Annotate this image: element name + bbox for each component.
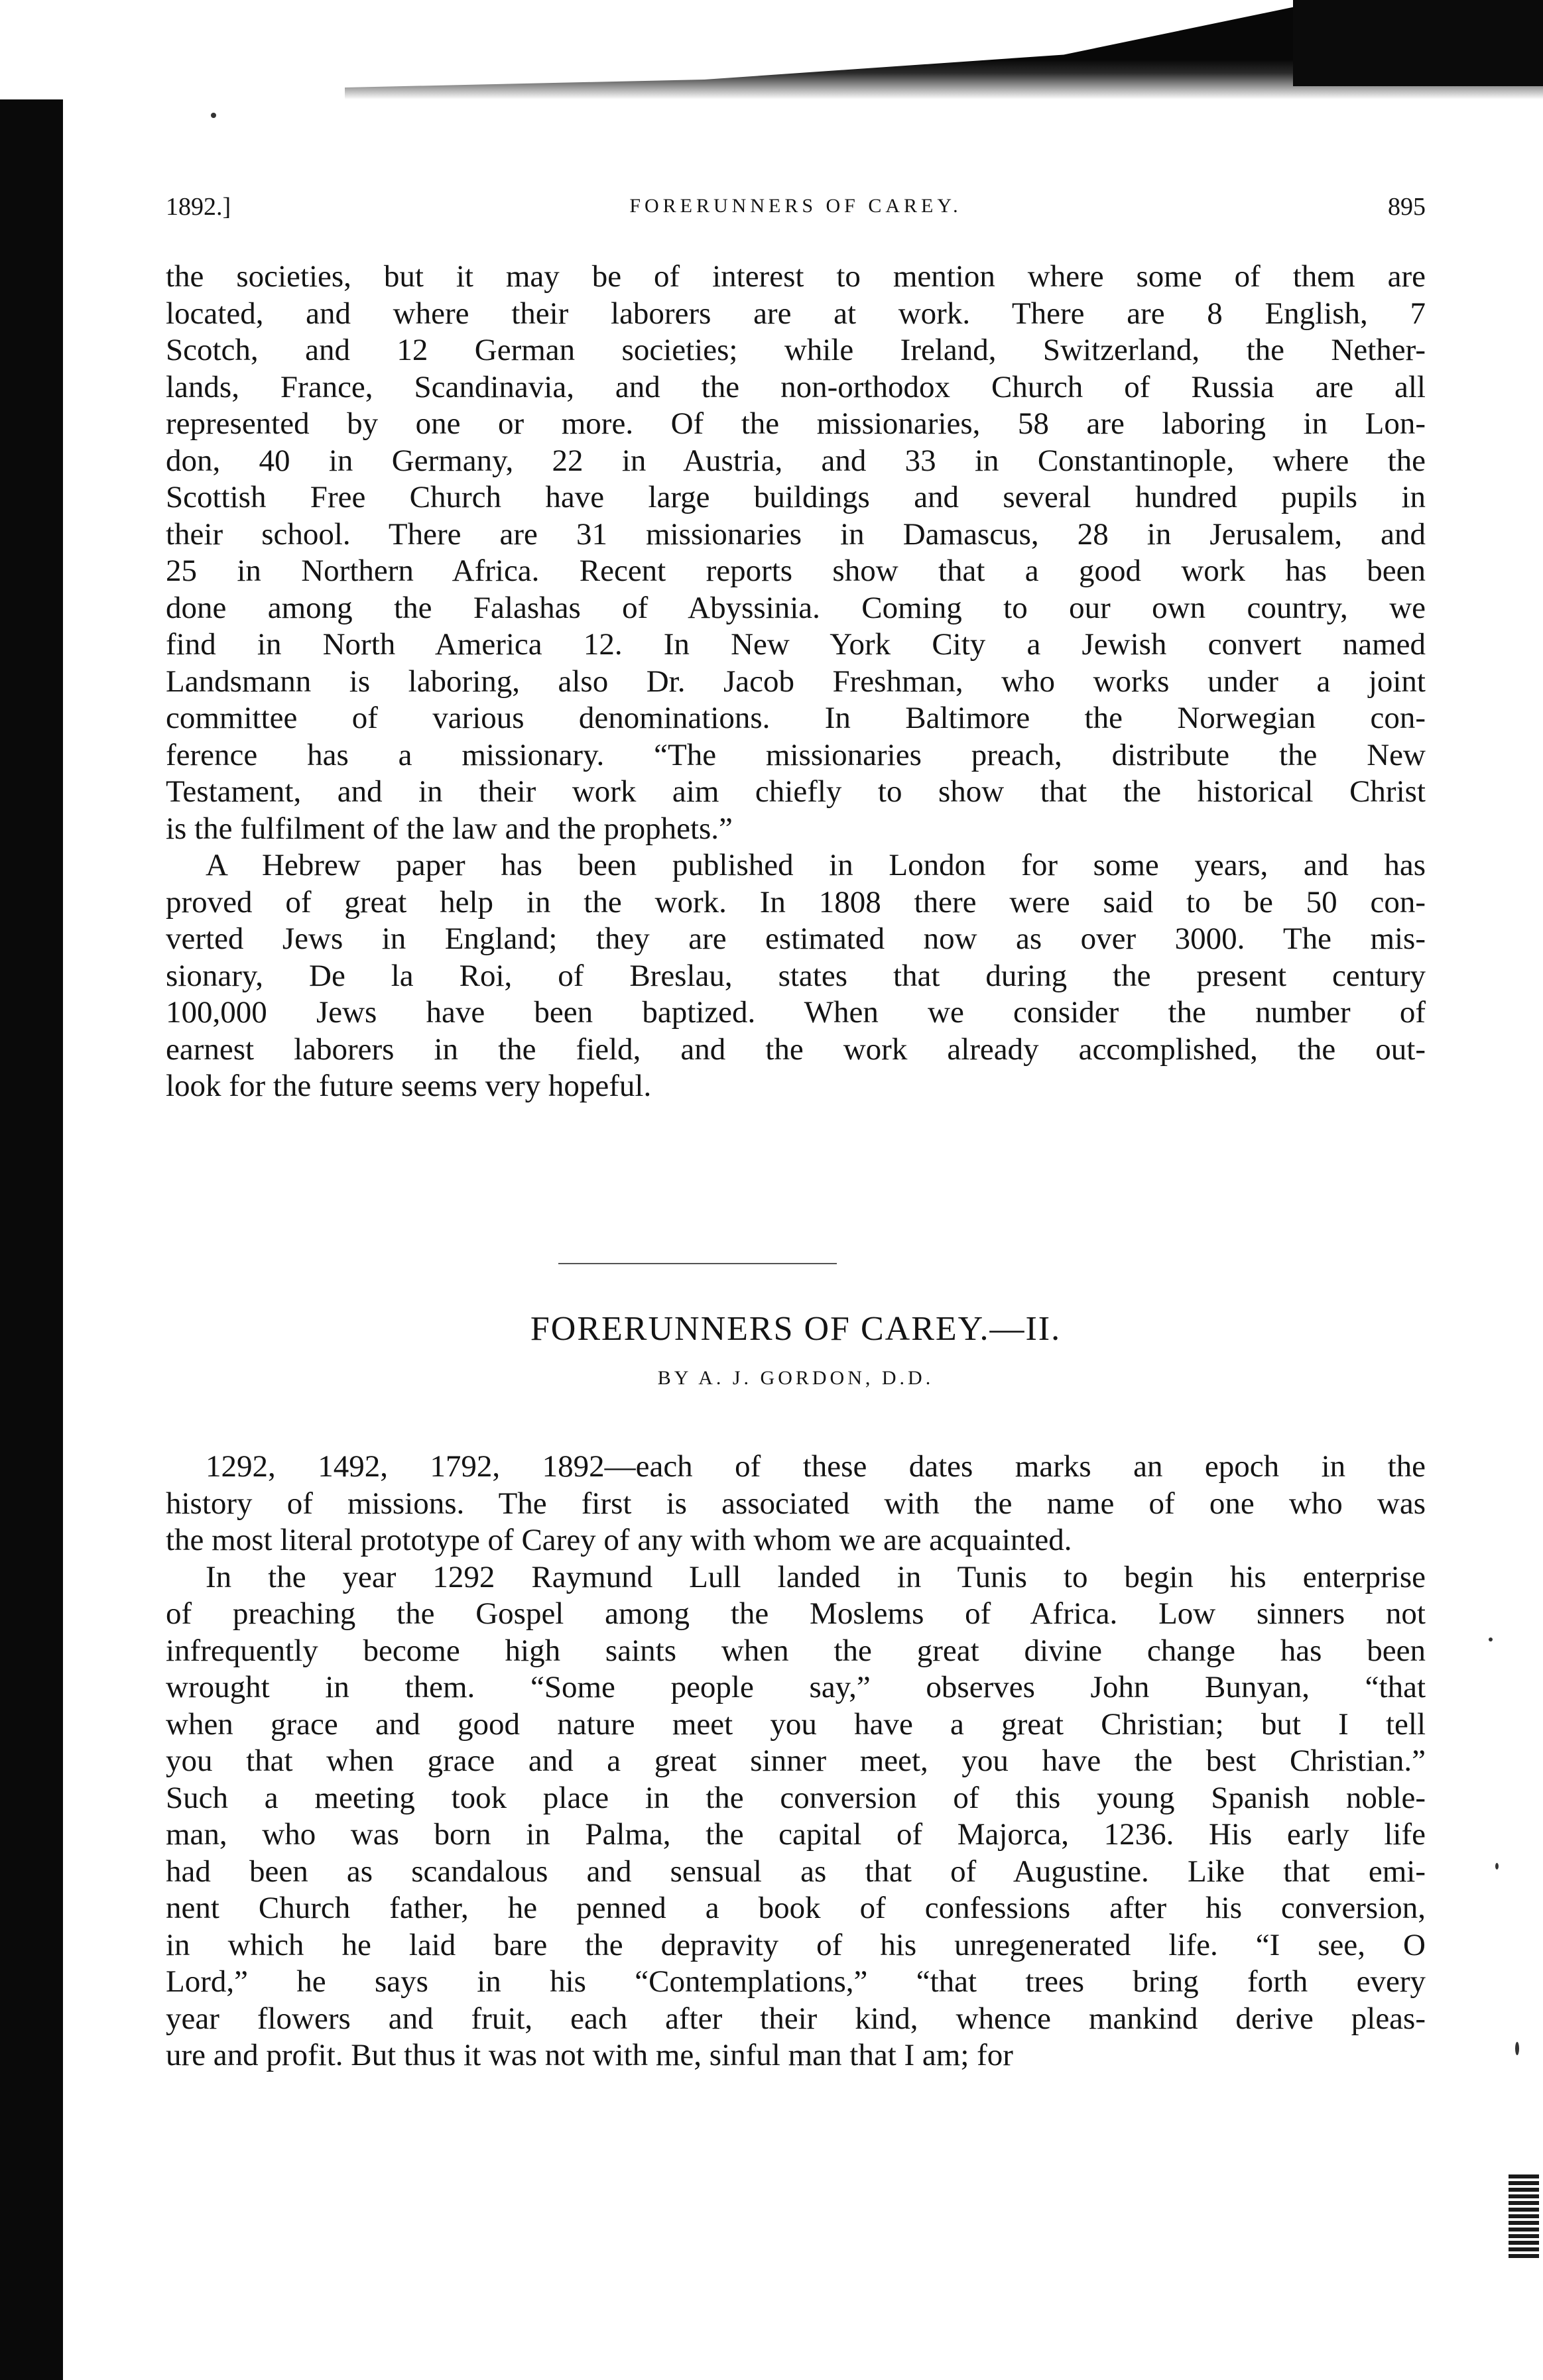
text-line: done among the Falashas of Abyssinia. Coming to our own country, we xyxy=(166,590,1426,625)
text-line: history of missions. The first is associated with the name of one who was xyxy=(166,1486,1426,1521)
page-number: 895 xyxy=(1388,193,1426,221)
text-line: located, and where their laborers are at work. There are 8 English, 7 xyxy=(166,296,1426,331)
text-line: ure and profit. But thus it was not with me, sinful man that I am; for xyxy=(166,2038,1013,2072)
text-line: sionary, De la Roi, of Breslau, states that during the present century xyxy=(166,958,1426,993)
paragraph xyxy=(166,847,1426,1105)
text-line: Testament, and in their work aim chiefly to show that the historical Christ xyxy=(166,774,1426,809)
running-head-year: 1892.] xyxy=(166,193,231,221)
text-line: you that when grace and a great sinner meet, you have the best Christian.” xyxy=(166,1744,1426,1778)
section-divider xyxy=(558,1263,837,1264)
text-line: their school. There are 31 missionaries in Damascus, 28 in Jerusalem, and xyxy=(166,516,1426,552)
paragraph xyxy=(166,1559,1426,2074)
text-line: Scotch, and 12 German societies; while Ireland, Switzerland, the Nether- xyxy=(166,333,1426,367)
text-line: ference has a missionary. “The missionaries preach, distribute the New xyxy=(166,737,1426,772)
text-line: nent Church father, he penned a book of confessions after his conversion, xyxy=(166,1891,1426,1925)
text-line: the societies, but it may be of interest to mention where some of them are xyxy=(166,259,1426,294)
text-line: 100,000 Jews have been baptized. When we consider the number of xyxy=(166,995,1426,1030)
paragraph xyxy=(166,1449,1426,1559)
text-line: represented by one or more. Of the missionaries, 58 are laboring in Lon- xyxy=(166,406,1426,441)
text-line: committee of various denominations. In Baltimore the Norwegian con- xyxy=(166,701,1426,735)
text-line: lands, France, Scandinavia, and the non-orthodox Church of Russia are all xyxy=(166,369,1426,404)
scan-edge-mark xyxy=(1509,2174,1539,2261)
text-line: In the year 1292 Raymund Lull landed in Tunis to begin his enterprise xyxy=(206,1559,1426,1594)
scan-speck xyxy=(1489,1637,1493,1641)
text-line: man, who was born in Palma, the capital of Majorca, 1236. His early life xyxy=(166,1817,1426,1852)
paragraph xyxy=(166,259,1426,847)
text-line: verted Jews in England; they are estimated now as over 3000. The mis- xyxy=(166,922,1426,956)
text-line: find in North America 12. In New York City a Jewish convert named xyxy=(166,627,1426,662)
text-line: of preaching the Gospel among the Moslems of Africa. Low sinners not xyxy=(166,1596,1426,1631)
text-line: had been as scandalous and sensual as that of Augustine. Like that emi- xyxy=(166,1854,1426,1889)
running-head-title: FORERUNNERS OF CAREY. xyxy=(629,195,962,217)
text-line: proved of great help in the work. In 1808 there were said to be 50 con- xyxy=(166,884,1426,920)
text-line: Such a meeting took place in the conversion of this young Spanish noble- xyxy=(166,1780,1426,1815)
article-title: FORERUNNERS OF CAREY.—II. xyxy=(530,1310,1062,1348)
text-line: year flowers and fruit, each after their kind, whence mankind derive pleas- xyxy=(166,2001,1426,2036)
scan-speck xyxy=(1515,2042,1519,2055)
text-line: don, 40 in Germany, 22 in Austria, and 33 in Constantinople, where the xyxy=(166,443,1426,478)
text-line: in which he laid bare the depravity of his unregenerated life. “I see, O xyxy=(166,1927,1426,1962)
text-line: 1292, 1492, 1792, 1892—each of these dates marks an epoch in the xyxy=(206,1449,1426,1484)
text-line: Lord,” he says in his “Contemplations,” “that trees bring forth every xyxy=(166,1964,1426,1999)
article-body-text xyxy=(166,1449,1426,2074)
scan-shadow-left xyxy=(0,99,63,2380)
text-line: is the fulfilment of the law and the prophets.” xyxy=(166,811,733,846)
text-line: when grace and good nature meet you have a great Christian; but I tell xyxy=(166,1706,1426,1742)
scan-speck xyxy=(1495,1863,1499,1870)
text-line: the most literal prototype of Carey of any with whom we are acquainted. xyxy=(166,1523,1072,1557)
continued-article-text xyxy=(166,259,1426,1105)
text-line: earnest laborers in the field, and the work already accomplished, the out- xyxy=(166,1032,1426,1067)
text-line: look for the future seems very hopeful. xyxy=(166,1069,652,1103)
text-line: A Hebrew paper has been published in London for some years, and has xyxy=(206,848,1426,882)
text-line: 25 in Northern Africa. Recent reports show that a good work has been xyxy=(166,554,1426,588)
text-line: Scottish Free Church have large buildings and several hundred pupils in xyxy=(166,480,1426,514)
text-line: wrought in them. “Some people say,” observes John Bunyan, “that xyxy=(166,1670,1426,1704)
text-line: Landsmann is laboring, also Dr. Jacob Freshman, who works under a joint xyxy=(166,664,1426,699)
scan-shadow-corner xyxy=(1293,0,1543,86)
running-head xyxy=(166,192,1426,232)
scan-speck xyxy=(211,113,216,118)
text-line: infrequently become high saints when the great divine change has been xyxy=(166,1633,1426,1668)
article-byline: BY A. J. GORDON, D.D. xyxy=(657,1367,934,1389)
